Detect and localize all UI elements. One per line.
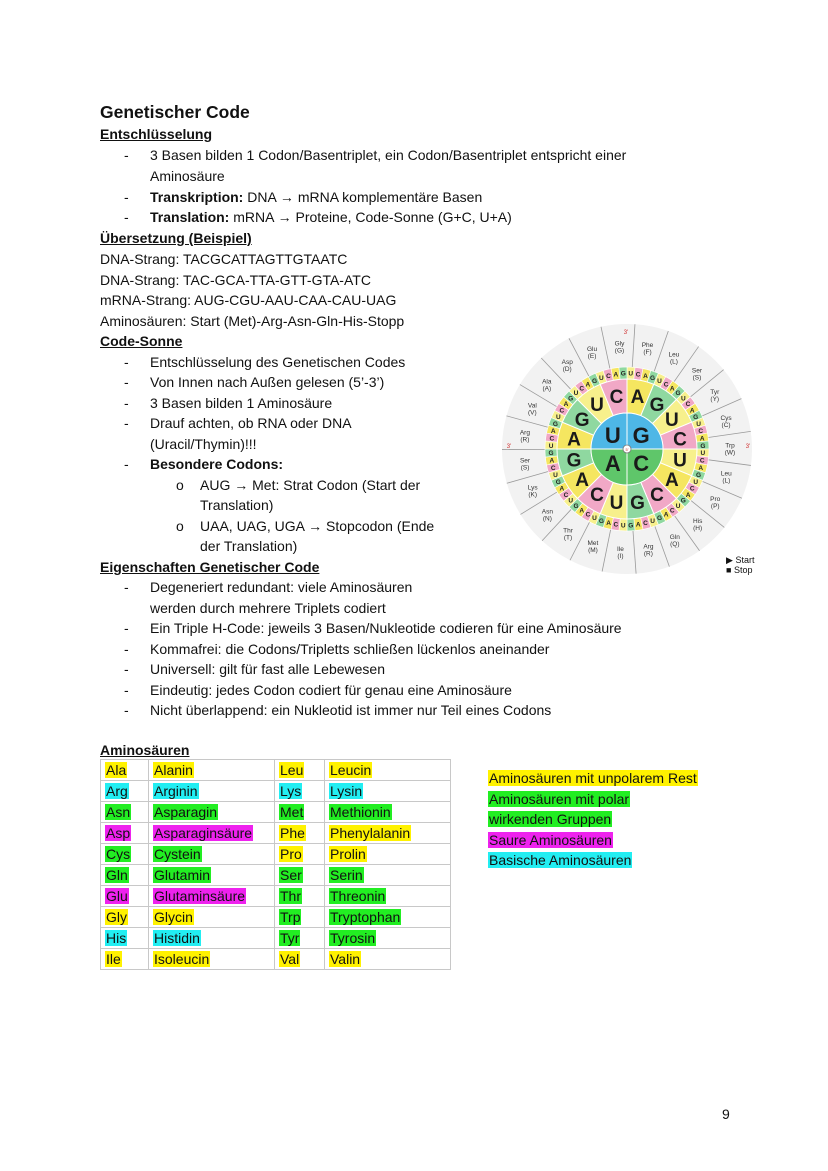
list-item-text: Kommafrei: die Codons/Tripletts schließen lückenlos aneinander <box>150 641 550 657</box>
amino-abbrev: Arg <box>106 783 128 799</box>
legend-item: Aminosäuren mit unpolarem Rest <box>489 770 697 786</box>
amino-label: Gly <box>614 340 625 348</box>
amino-label: Leu <box>668 351 680 359</box>
legend-item: wirkenden Gruppen <box>489 811 612 828</box>
amino-label: Gln <box>669 534 680 542</box>
amino-name: Cystein <box>154 846 201 862</box>
amino-label-code: (K) <box>528 491 538 499</box>
wheel-outer-letter: U <box>555 414 561 422</box>
amino-abbrev-cell <box>275 949 325 970</box>
wheel-outer-letter: A <box>689 407 695 415</box>
amino-label-code: (G) <box>614 347 625 355</box>
wheel-outer-letter: A <box>550 428 556 436</box>
code-sun-diagram <box>500 322 760 582</box>
amino-label-code: (R) <box>643 550 653 558</box>
amino-name: Tyrosin <box>330 930 376 946</box>
amino-name-cell <box>325 781 451 802</box>
amino-abbrev-cell <box>101 802 149 823</box>
amino-abbrev-cell <box>101 781 149 802</box>
amino-label-code: (H) <box>693 524 703 532</box>
amino-name: Arginin <box>154 783 198 799</box>
amino-abbrev: Tyr <box>280 930 300 946</box>
amino-label-code: (P) <box>710 503 720 511</box>
list-item-text: Translation: mRNA → Proteine, Code-Sonne (G+C, U+A) <box>150 209 512 225</box>
amino-name-cell <box>149 907 275 928</box>
heading-entschluesselung: Entschlüsselung <box>100 126 213 142</box>
amino-abbrev-cell <box>275 760 325 781</box>
amino-label-code: (F) <box>643 349 652 357</box>
wheel-outer-letter: A <box>643 372 648 380</box>
list-item-text: Entschlüsselung des Genetischen Codes <box>150 354 406 370</box>
amino-name-cell <box>325 760 451 781</box>
wheel-outer-letter: G <box>552 420 558 428</box>
amino-name: Asparaginsäure <box>154 825 253 841</box>
wheel-outer-letter: G <box>696 472 702 480</box>
amino-name-cell <box>149 781 275 802</box>
amino-label-code: (S) <box>520 464 530 472</box>
wheel-outer-letter: C <box>585 511 591 519</box>
translation-line: DNA-Strang: TAC-GCA-TTA-GTT-GTA-ATC <box>100 272 371 288</box>
wheel-outer-letter: U <box>568 497 574 505</box>
amino-abbrev-cell <box>275 781 325 802</box>
wheel-outer-letter: U <box>548 442 554 450</box>
amino-abbrev: Leu <box>280 762 304 778</box>
amino-abbrev: Ser <box>280 867 302 883</box>
amino-label: Lys <box>527 484 538 492</box>
wheel-outer-letter: C <box>635 371 641 379</box>
wheel-middle-letter: C <box>650 484 664 506</box>
wheel-outer-letter: U <box>657 377 662 385</box>
list-item-text: Von Innen nach Außen gelesen (5’-3’) <box>150 374 385 390</box>
wheel-outer-letter: C <box>613 521 619 529</box>
amino-abbrev-cell <box>275 823 325 844</box>
translation-line: Aminosäuren: Start (Met)-Arg-Asn-Gln-His-Stopp <box>100 313 405 329</box>
amino-name-cell <box>149 760 275 781</box>
list-item-text: 3 Basen bilden 1 Aminosäure <box>150 395 333 411</box>
amino-name: Serin <box>330 867 363 883</box>
amino-name-cell <box>149 802 275 823</box>
wheel-outer-letter: A <box>579 507 585 515</box>
amino-name-cell <box>149 949 275 970</box>
table-row <box>101 886 451 907</box>
list-item-text: Besondere Codons: <box>150 456 284 472</box>
amino-label: Ile <box>617 545 624 553</box>
sub-item-text: der Translation) <box>200 538 298 554</box>
amino-label-code: (D) <box>562 366 572 374</box>
amino-label-code: (C) <box>721 421 731 429</box>
wheel-three-prime-left: 3' <box>506 444 512 450</box>
list-item: - <box>124 147 129 163</box>
amino-abbrev-cell <box>101 886 149 907</box>
amino-label-code: (I) <box>617 552 624 560</box>
amino-name: Valin <box>330 951 361 967</box>
amino-label: Asn <box>541 508 554 516</box>
wheel-outer-letter: G <box>573 502 579 510</box>
sub-bullet: o <box>176 477 184 493</box>
wheel-outer-letter: A <box>699 435 705 443</box>
amino-abbrev: Gly <box>106 909 127 925</box>
wheel-outer-letter: U <box>573 390 579 398</box>
wheel-outer-letter: C <box>663 381 669 389</box>
amino-abbrev-cell <box>275 865 325 886</box>
amino-label-code: (E) <box>587 353 597 361</box>
amino-label-code: (R) <box>520 436 530 444</box>
wheel-middle-letter: A <box>575 470 589 492</box>
legend-item: Basische Aminosäuren <box>489 852 632 869</box>
amino-label-code: (M) <box>588 547 598 555</box>
amino-label: Arg <box>643 543 654 551</box>
amino-label: Asp <box>561 359 573 367</box>
wheel-outer-letter: C <box>579 385 585 393</box>
sub-item-text: UAA, UAG, UGA → Stopcodon (Ende <box>200 518 435 534</box>
wheel-outer-letter: C <box>669 507 675 515</box>
stop-icon: ■ <box>726 565 732 575</box>
wheel-middle-letter: A <box>665 470 679 492</box>
wheel-outer-letter: C <box>643 520 648 528</box>
table-row <box>101 781 451 802</box>
amino-name: Lysin <box>330 783 363 799</box>
stop-legend: ■ Stop <box>726 565 753 575</box>
amino-name-cell <box>149 844 275 865</box>
wheel-inner-letter: C <box>633 451 650 477</box>
wheel-middle-letter: A <box>567 429 581 451</box>
heading-eigenschaften: Eigenschaften Genetischer Code <box>100 559 320 575</box>
amino-abbrev: Phe <box>280 825 305 841</box>
amino-label-code: (T) <box>563 534 573 542</box>
amino-label-code: (W) <box>724 449 736 457</box>
wheel-outer-letter: G <box>568 395 574 403</box>
amino-name-cell <box>325 886 451 907</box>
wheel-outer-letter: G <box>628 522 634 530</box>
amino-abbrev: Lys <box>280 783 302 799</box>
wheel-middle-letter: U <box>673 450 687 472</box>
table-row <box>101 928 451 949</box>
wheel-middle-letter: U <box>590 395 604 417</box>
amino-label: Ser <box>519 457 531 465</box>
amino-name: Alanin <box>154 762 193 778</box>
amino-name: Tryptophan <box>330 909 401 925</box>
heading-codesonne: Code-Sonne <box>100 333 183 349</box>
sub-item-text: AUG → Met: Strat Codon (Start der <box>200 477 421 493</box>
wheel-outer-letter: C <box>550 464 556 472</box>
amino-label: Met <box>587 540 599 548</box>
amino-label-code: (Y) <box>710 396 720 404</box>
amino-abbrev: Trp <box>280 909 301 925</box>
wheel-outer-letter: U <box>696 420 701 428</box>
wheel-outer-letter: C <box>606 372 611 380</box>
start-legend: ▶ Start <box>726 555 755 565</box>
wheel-outer-letter: G <box>591 377 598 385</box>
wheel-outer-letter: G <box>555 479 561 487</box>
amino-name-cell <box>149 865 275 886</box>
wheel-outer-letter: U <box>628 370 634 378</box>
wheel-outer-letter: G <box>680 497 686 505</box>
translation-line: mRNA-Strang: AUG-CGU-AAU-CAA-CAU-UAG <box>100 292 397 308</box>
wheel-middle-letter: G <box>566 450 582 472</box>
wheel-outer-letter: A <box>698 464 704 472</box>
amino-name: Glutaminsäure <box>154 888 246 904</box>
amino-label-code: (Q) <box>670 541 680 549</box>
wheel-outer-letter: G <box>650 374 656 382</box>
wheel-five-prime: 5' <box>625 447 629 452</box>
list-item-text: Eindeutig: jedes Codon codiert für genau eine Aminosäure <box>150 682 512 698</box>
amino-acid-table <box>100 759 451 970</box>
wheel-middle-letter: U <box>665 409 679 431</box>
amino-name: Glutamin <box>154 867 211 883</box>
wheel-middle-letter: G <box>649 395 665 417</box>
wheel-middle-letter: C <box>590 484 604 506</box>
amino-label: Ser <box>691 367 703 375</box>
amino-abbrev: Val <box>280 951 300 967</box>
table-row <box>101 802 451 823</box>
wheel-outer-letter: G <box>548 450 554 458</box>
amino-label: Pro <box>710 496 721 504</box>
wheel-outer-letter: A <box>563 401 569 409</box>
wheel-outer-letter: U <box>693 478 699 486</box>
amino-name-cell <box>149 886 275 907</box>
start-stop-legend <box>726 555 754 575</box>
wheel-outer-letter: A <box>613 371 619 379</box>
wheel-outer-letter: A <box>635 521 641 529</box>
wheel-outer-letter: C <box>563 491 569 499</box>
amino-name: Threonin <box>330 888 386 904</box>
amino-abbrev-cell <box>275 928 325 949</box>
amino-name: Asparagin <box>154 804 218 820</box>
amino-label: Arg <box>519 429 530 437</box>
list-item-text: Aminosäure <box>150 168 225 184</box>
amino-label: Phe <box>641 342 654 350</box>
wheel-outer-letter: U <box>675 502 681 510</box>
amino-abbrev-cell <box>101 865 149 886</box>
table-row <box>101 823 451 844</box>
start-icon: ▶ <box>726 555 733 565</box>
wheel-outer-letter: C <box>685 401 691 409</box>
amino-name: Leucin <box>330 762 372 778</box>
list-item-text: Ein Triple H-Code: jeweils 3 Basen/Nukleotide codieren für eine Aminosäure <box>150 620 622 636</box>
table-row <box>101 865 451 886</box>
wheel-three-prime-top: 3' <box>623 330 629 336</box>
amino-abbrev: Pro <box>280 846 302 862</box>
wheel-inner-letter: G <box>632 422 650 448</box>
amino-abbrev-cell <box>101 928 149 949</box>
amino-label-code: (A) <box>542 385 552 393</box>
wheel-outer-letter: C <box>689 485 695 493</box>
amino-label: Tyr <box>710 389 720 397</box>
legend-item: Aminosäuren mit polar <box>489 790 630 807</box>
amino-name-cell <box>325 949 451 970</box>
wheel-middle-letter: C <box>609 387 624 409</box>
amino-label: His <box>692 517 703 525</box>
legend-item: Saure Aminosäuren <box>489 831 612 848</box>
list-item-text: werden durch mehrere Triplets codiert <box>150 600 386 616</box>
amino-abbrev-cell <box>275 844 325 865</box>
list-item: - <box>124 189 129 205</box>
wheel-inner-letter: U <box>604 422 621 448</box>
wheel-outer-letter: A <box>663 511 669 519</box>
wheel-outer-letter: C <box>698 428 704 436</box>
wheel-outer-letter: G <box>693 413 699 421</box>
page-title: Genetischer Code <box>100 102 250 122</box>
wheel-outer-letter: U <box>592 515 597 523</box>
amino-label-code: (L) <box>669 358 678 366</box>
amino-label: Leu <box>720 470 732 478</box>
page-number: 9 <box>722 1106 730 1122</box>
wheel-middle-letter: G <box>630 492 645 514</box>
wheel-outer-letter: G <box>620 370 626 378</box>
list-item-text: 3 Basen bilden 1 Codon/Basentriplet, ein Codon/Basentriplet entspricht einer <box>150 147 627 163</box>
amino-abbrev: Gln <box>106 867 128 883</box>
wheel-outer-letter: G <box>700 442 706 450</box>
amino-name: Methionin <box>330 804 391 820</box>
amino-label-code: (V) <box>528 409 537 417</box>
amino-name-cell <box>325 823 451 844</box>
amino-label: Val <box>527 402 537 410</box>
amino-name-cell <box>149 928 275 949</box>
wheel-outer-letter: G <box>656 515 663 523</box>
amino-label-code: (N) <box>542 515 552 523</box>
heading-uebersetzung: Übersetzung (Beispiel) <box>100 230 252 246</box>
wheel-outer-letter: U <box>620 522 626 530</box>
wheel-middle-letter: G <box>574 409 590 431</box>
amino-name-cell <box>325 865 451 886</box>
amino-abbrev: Asn <box>106 804 131 820</box>
amino-abbrev: Asp <box>106 825 131 841</box>
wheel-outer-letter: U <box>700 450 706 458</box>
amino-name-cell <box>325 802 451 823</box>
amino-abbrev: Glu <box>106 888 128 904</box>
heading-aminosaeuren: Aminosäuren <box>100 742 190 758</box>
amino-label-code: (S) <box>692 374 702 382</box>
list-item-text: Nicht überlappend: ein Nukleotid ist immer nur Teil eines Codons <box>150 702 552 718</box>
wheel-outer-letter: A <box>606 520 611 528</box>
list-item: - <box>124 209 129 225</box>
amino-abbrev: Met <box>280 804 304 820</box>
wheel-outer-letter: C <box>559 407 565 415</box>
wheel-inner-letter: A <box>604 451 621 477</box>
amino-label: Thr <box>563 527 573 535</box>
wheel-middle-letter: C <box>673 429 687 451</box>
wheel-outer-letter: A <box>685 491 691 499</box>
wheel-middle-letter: A <box>630 387 645 409</box>
list-item-text: Degeneriert redundant: viele Aminosäuren <box>150 579 413 595</box>
amino-abbrev-cell <box>275 886 325 907</box>
wheel-outer-letter: G <box>675 390 681 398</box>
table-row <box>101 907 451 928</box>
wheel-outer-letter: C <box>549 435 555 443</box>
table-row <box>101 844 451 865</box>
list-item-text: Transkription: DNA → mRNA komplementäre Basen <box>150 189 483 205</box>
amino-abbrev-cell <box>101 760 149 781</box>
amino-label: Ala <box>542 378 552 386</box>
wheel-outer-letter: C <box>699 457 705 465</box>
amino-abbrev-cell <box>101 844 149 865</box>
wheel-outer-letter: A <box>669 385 675 393</box>
amino-name: Glycin <box>154 909 193 925</box>
list-item-text: Universell: gilt für fast alle Lebewesen <box>150 661 386 677</box>
wheel-outer-letter: U <box>650 518 655 526</box>
amino-abbrev-cell <box>275 802 325 823</box>
amino-abbrev: Ile <box>106 951 121 967</box>
wheel-three-prime-right: 3' <box>745 444 751 450</box>
sub-bullet: o <box>176 518 184 534</box>
amino-label-code: (L) <box>722 477 731 485</box>
wheel-outer-letter: G <box>598 518 604 526</box>
amino-abbrev: His <box>106 930 127 946</box>
amino-abbrev: Cys <box>106 846 131 862</box>
amino-name: Phenylalanin <box>330 825 411 841</box>
wheel-outer-letter: A <box>559 485 565 493</box>
amino-name-cell <box>149 823 275 844</box>
amino-name: Histidin <box>154 930 200 946</box>
list-item-text: (Uracil/Thymin)!!! <box>150 436 257 452</box>
amino-abbrev: Thr <box>280 888 301 904</box>
translation-line: DNA-Strang: TACGCATTAGTTGTAATC <box>100 251 348 267</box>
table-row <box>101 760 451 781</box>
wheel-outer-letter: U <box>680 395 686 403</box>
amino-abbrev-cell <box>101 823 149 844</box>
amino-label: Cys <box>720 414 732 422</box>
amino-label: Trp <box>725 442 735 450</box>
amino-abbrev-cell <box>101 949 149 970</box>
wheel-outer-letter: U <box>553 472 558 480</box>
color-legend <box>488 768 698 871</box>
list-item-text: Drauf achten, ob RNA oder DNA <box>150 415 352 431</box>
amino-abbrev-cell <box>275 907 325 928</box>
wheel-outer-letter: U <box>599 374 604 382</box>
table-row <box>101 949 451 970</box>
wheel-outer-letter: A <box>549 457 555 465</box>
amino-name-cell <box>325 907 451 928</box>
amino-name: Prolin <box>330 846 366 862</box>
amino-abbrev-cell <box>101 907 149 928</box>
wheel-middle-letter: U <box>609 492 624 514</box>
amino-label: Glu <box>587 346 598 354</box>
amino-name-cell <box>325 928 451 949</box>
amino-name-cell <box>325 844 451 865</box>
amino-name: Isoleucin <box>154 951 210 967</box>
wheel-outer-letter: A <box>585 381 591 389</box>
sub-item-text: Translation) <box>200 497 274 513</box>
amino-abbrev: Ala <box>106 762 127 778</box>
